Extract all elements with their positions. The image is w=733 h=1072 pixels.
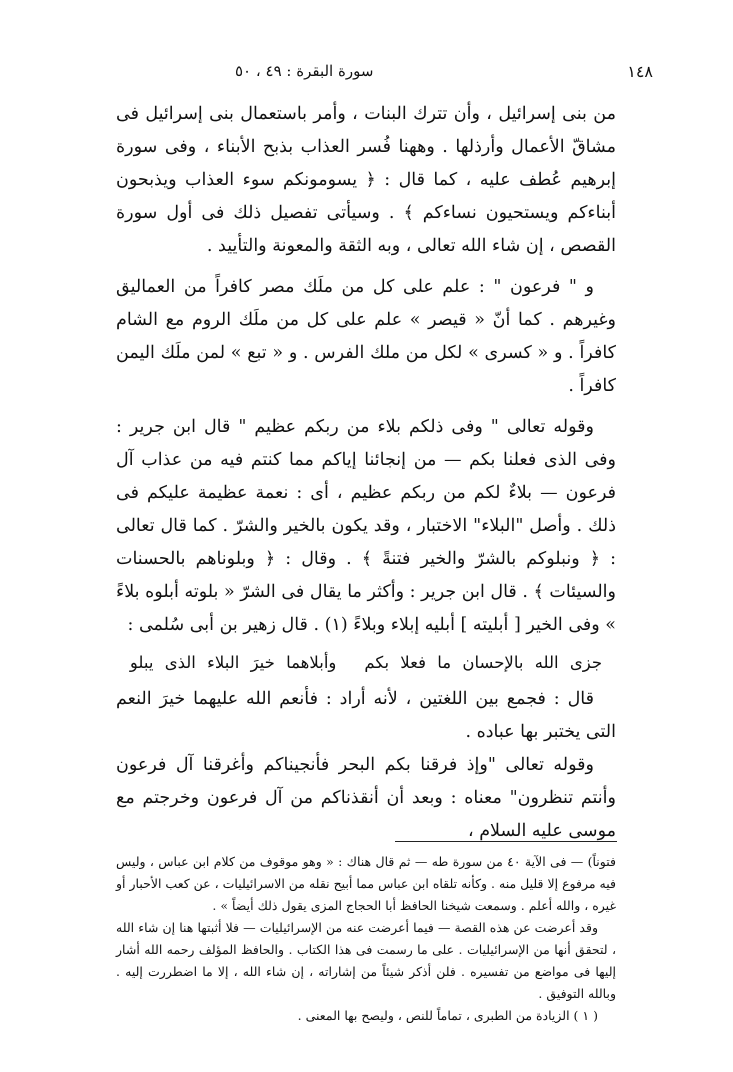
paragraph: و " فرعون " : علم على كل من ملَك مصر كافراً من العماليق وغيرهم . كما أنّ « قيصر » علم على كل من ملَك الروم مع الشام كافراً . و « كسرى » لكل من ملك الفرس . و « تبع » لمن ملَك اليمن كافراً . (116, 277, 616, 396)
footnote: ( ١ ) الزيادة من الطبرى ، تماماً للنص ، وليصح بها المعنى . (297, 1008, 598, 1023)
paragraph: من بنى إسرائيل ، وأن تترك البنات ، وأمر باستعمال بنى إسرائيل فى مشاقّ الأعمال وأرذلها . وههنا فُسر العذاب بذبح الأبناء ، وفى سورة إبرهيم عُطف عليه ، كما قال : ﴿ يسومونكم سوء العذاب ويذبحون أبناءكم ويستحيون نساءكم ﴾ . وسيأتى تفصيل ذلك فى أول سورة القصص ، إن شاء الله تعالى ، وبه الثقة والمعونة والتأييد . (116, 104, 616, 256)
paragraph: وقوله تعالى "وإذ فرقنا بكم البحر فأنجيناكم وأغرقنا آل فرعون وأنتم تنظرون" معناه : وبعد أن أنقذناكم من آل فرعون وخرجتم مع موسى عليه السلام ، (116, 755, 616, 841)
paragraph: وقوله تعالى " وفى ذلكم بلاء من ربكم عظيم " قال ابن جرير : وفى الذى فعلنا بكم — من إنجائنا إياكم مما كنتم فيه من عذاب آل فرعون — بلاءٌ لكم من ربكم عظيم ، أى : نعمة عظيمة عليكم فى ذلك . وأصل "البلاء" الاختبار ، وقد يكون بالخير والشرّ . كما قال تعالى : ﴿ ونبلوكم بالشرّ والخير فتنةً ﴾ . وقال : ﴿ وبلوناهم بالحسنات والسيئات ﴾ . قال ابن جرير : وأكثر ما يقال فى الشرّ « بلوته أبلوه بلاءً » وفى الخير [ أبليته ] أبليه إبلاء وبلاءً (١) . قال زهير بن أبى سُلمى : (116, 417, 616, 635)
footnote: وقد أعرضت عن هذه القصة — فيما أعرضت عنه من الإسرائيليات — فلا أثبتها هنا إن شاء الله ، لتحقق أنها من الإسرائيليات . على ما رسمت فى هذا الكتاب . والحافظ المؤلف رحمه الله أشار إليها فى مواضع من تفسيره . فلن أذكر شيئاً من إشاراته ، إن شاء الله ، إلا ما اضطررت إليه . وبالله التوفيق . (116, 920, 616, 1001)
footnotes (116, 851, 616, 1027)
footnote-divider (395, 841, 617, 842)
footnote: فتوناً) — فى الآية ٤٠ من سورة طه — ثم قال هناك : « وهو موقوف من كلام ابن عباس ، وليس فيه مرفوع إلا قليل منه . وكأنه تلقاه ابن عباس مما أبيح نقله من الاسرائيليات ، عن كعب الأحبار أو غيره ، والله أعلم . وسمعت شيخنا الحافظ أبا الحجاج المزى يقول ذلك أيضاً » . (116, 854, 616, 913)
running-title: سورة البقرة : ٤٩ ، ٥٠ (235, 62, 374, 80)
paragraph: قال : فجمع بين اللغتين ، لأنه أراد : فأنعم الله عليهما خيرَ النعم التى يختبر بها عباده . (116, 689, 616, 742)
hemistich-right: جزى الله بالإحسان ما فعلا بكم (364, 653, 603, 672)
hemistich-left: وأبلاهما خيرَ البلاء الذى يبلو (129, 653, 337, 672)
poem-verse (116, 646, 616, 679)
main-text (116, 98, 616, 848)
page-number: ١٤٨ (627, 62, 653, 81)
page-header (80, 62, 653, 82)
